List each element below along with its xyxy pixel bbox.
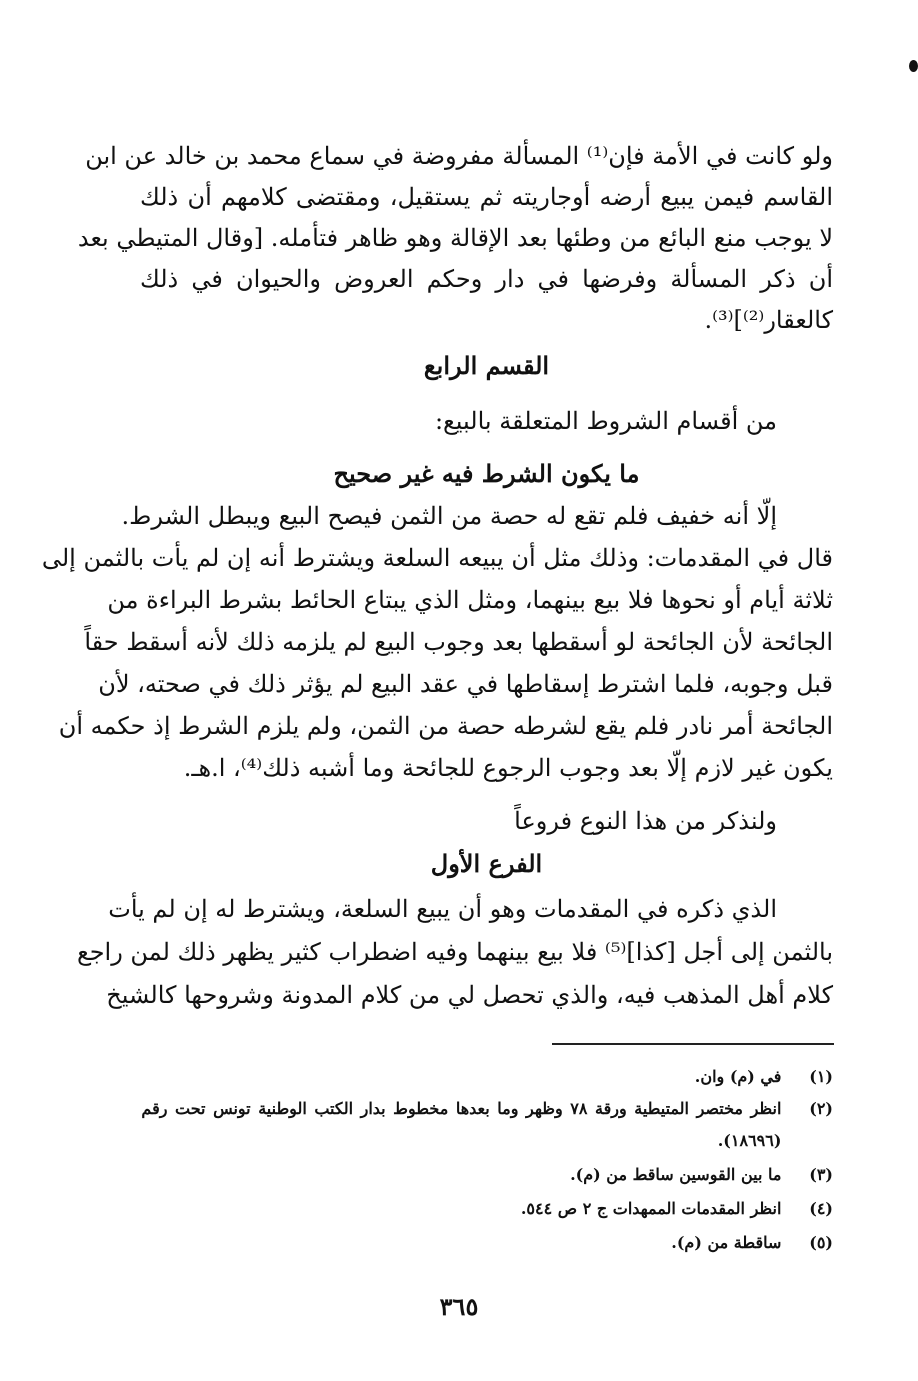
body-line: الجائحة أمر نادر فلم يقع لشرطه حصة من الثمن، ولم يلزم الشرط إذ حكمه أن <box>58 712 833 740</box>
footnote <box>140 1066 833 1088</box>
footnote-number: (٥) <box>809 1233 833 1252</box>
body-line: الجائحة لأن الجائحة لو أسقطها بعد وجوب البيع لم يلزمه ذلك لأنه أسقط حقاً <box>84 628 833 656</box>
body-line: أن ذكر المسألة وفرضها في دار وحكم العروض والحيوان في ذلك <box>140 265 833 293</box>
footnote-text: ساقطة من (م). <box>671 1233 782 1252</box>
section-heading: ما يكون الشرط فيه غير صحيح <box>333 459 640 488</box>
footnote-number: (٤) <box>809 1199 833 1218</box>
page-number: ٣٦٥ <box>439 1292 479 1321</box>
footnote <box>140 1164 833 1186</box>
body-line: الذي ذكره في المقدمات وهو أن يبيع السلعة، ويشترط له إن لم يأت <box>108 895 777 923</box>
footnote <box>140 1198 833 1220</box>
body-line: قبل وجوبه، فلما اشترط إسقاطها في عقد البيع لم يؤثر ذلك في صحته، لأن <box>98 670 833 698</box>
footnote-number: (٣) <box>809 1165 833 1184</box>
footnote-text: انظر مختصر المتيطية ورقة ٧٨ وظهر وما بعدها مخطوط بدار الكتب الوطنية تونس تحت رقم <box>141 1099 782 1118</box>
body-line: كلام أهل المذهب فيه، والذي تحصل لي من كلام المدونة وشروحها كالشيخ <box>106 981 833 1009</box>
section-heading: الفرع الأول <box>430 849 543 878</box>
footnote-text: في (م) وان. <box>694 1067 782 1086</box>
body-line: قال في المقدمات: وذلك مثل أن يبيعه السلعة ويشترط أنه إن لم يأت بالثمن إلى <box>41 544 833 572</box>
body-line: القاسم فيمن يبيع أرضه أوجاريته ثم يستقيل، ومقتضى كلامهم أن ذلك <box>140 183 833 211</box>
footnote <box>140 1130 833 1152</box>
footnote-separator <box>552 1043 834 1045</box>
footnote-text: (١٨٦٩٦). <box>717 1131 782 1150</box>
body-line: كالعقار⁽²⁾]⁽³⁾. <box>704 306 833 334</box>
body-line: لا يوجب منع البائع من وطئها بعد الإقالة وهو ظاهر فتأمله. [وقال المتيطي بعد <box>77 224 833 252</box>
footnote <box>140 1232 833 1254</box>
body-line: ولو كانت في الأمة فإن⁽¹⁾ المسألة مفروضة في سماع محمد بن خالد عن ابن <box>85 142 833 170</box>
body-line: إلّا أنه خفيف فلم تقع له حصة من الثمن فيصح البيع ويبطل الشرط. <box>121 502 777 530</box>
body-line: يكون غير لازم إلّا بعد وجوب الرجوع للجائحة وما أشبه ذلك⁽⁴⁾، ا.هـ. <box>183 754 833 782</box>
footnote-text: ما بين القوسين ساقط من (م). <box>570 1165 782 1184</box>
footnote <box>140 1098 833 1120</box>
section-subtitle: ولنذكر من هذا النوع فروعاً <box>514 807 777 835</box>
footnote-number: (١) <box>809 1067 833 1086</box>
margin-mark <box>909 60 918 72</box>
footnote-number: (٢) <box>809 1099 833 1118</box>
body-line: ثلاثة أيام أو نحوها فلا بيع بينهما، ومثل الذي يبتاع الحائط بشرط البراءة من <box>107 586 833 614</box>
section-subtitle: من أقسام الشروط المتعلقة بالبيع: <box>434 407 777 435</box>
body-line: بالثمن إلى أجل [كذا]⁽⁵⁾ فلا بيع بينهما وفيه اضطراب كثير يظهر ذلك لمن راجع <box>76 938 833 966</box>
footnote-text: انظر المقدمات الممهدات ج ٢ ص ٥٤٤. <box>520 1199 782 1218</box>
section-heading: القسم الرابع <box>423 351 550 380</box>
